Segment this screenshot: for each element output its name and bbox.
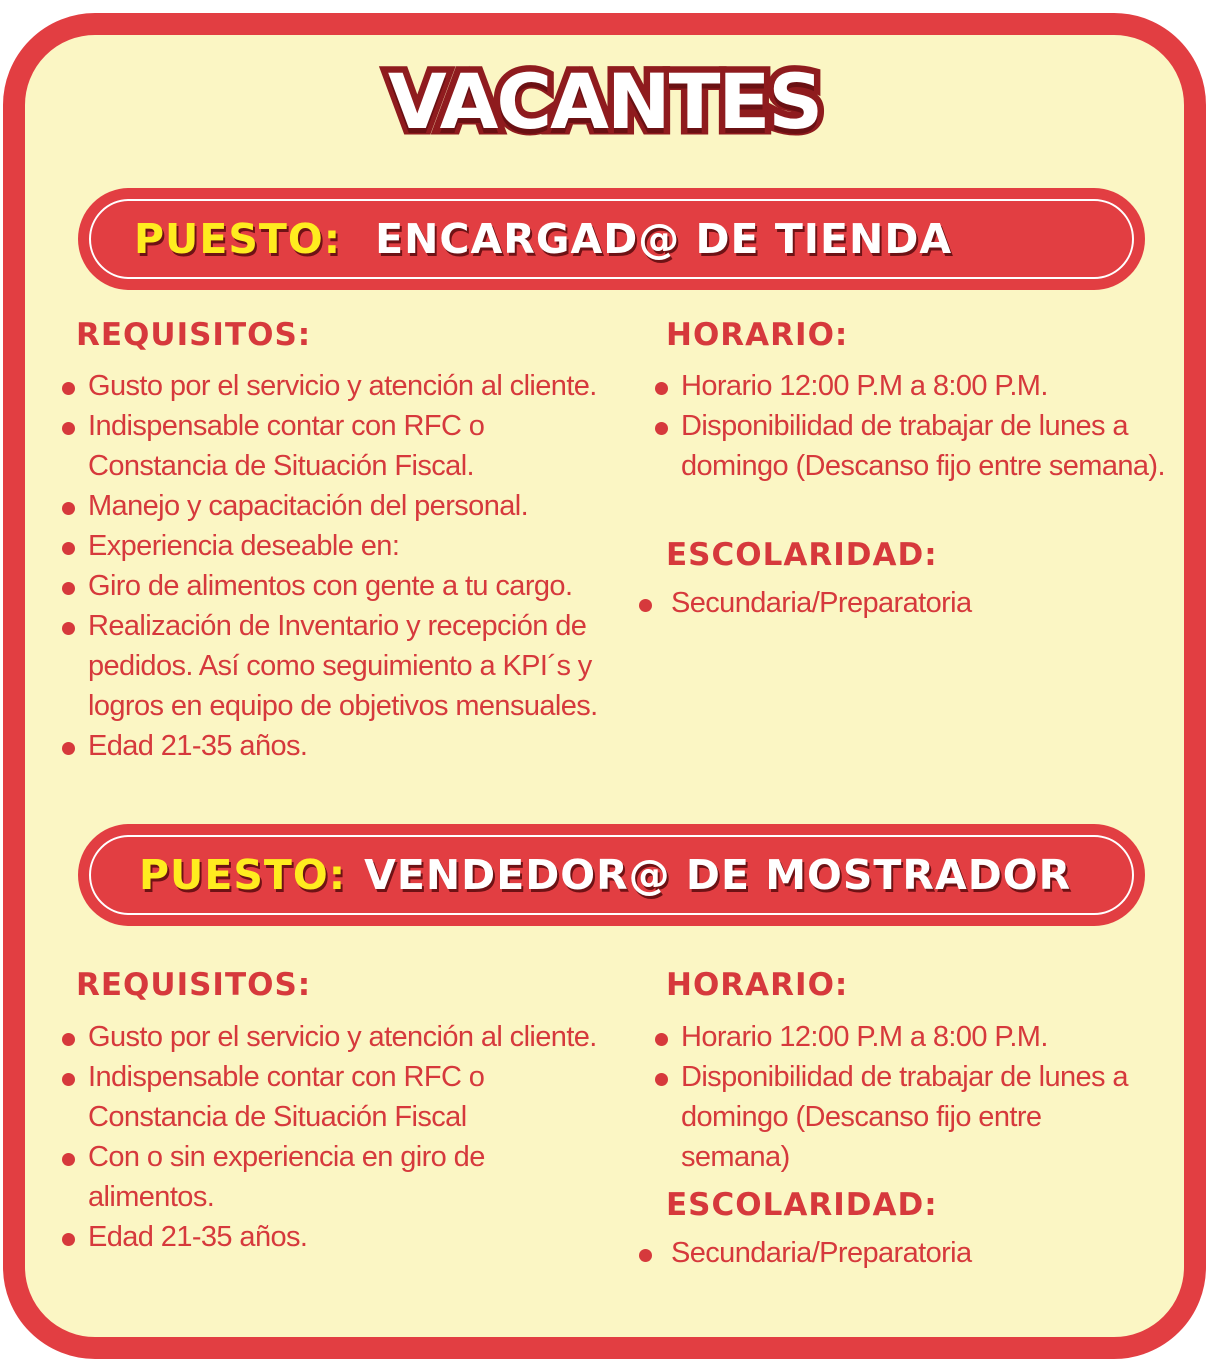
list-item: Edad 21-35 años. <box>62 1217 502 1257</box>
position-banner-1 <box>78 188 1145 290</box>
list-item: Manejo y capacitación del personal. <box>62 486 602 526</box>
list-item: Horario 12:00 P.M a 8:00 P.M. <box>655 366 1165 406</box>
list-item: Experiencia deseable en: <box>62 526 602 566</box>
escolaridad-list <box>639 583 1139 623</box>
requisitos-list <box>62 366 602 766</box>
horario-heading: HORARIO: <box>666 967 849 1003</box>
list-item: Indispensable contar con RFC o Constancia de Situación Fiscal <box>62 1057 502 1137</box>
position-label: PUESTO: <box>139 851 347 899</box>
requisitos-heading: REQUISITOS: <box>76 967 312 1003</box>
horario-list <box>655 366 1165 486</box>
list-item: Secundaria/Preparatoria <box>639 1233 1139 1273</box>
position-title: ENCARGAD@ DE TIENDA <box>375 215 953 263</box>
escolaridad-list <box>639 1233 1139 1273</box>
list-item: Realización de Inventario y recepción de pedidos. Así como seguimiento a KPI´s y logros en equipo de objetivos mensuales. <box>62 606 602 726</box>
list-item: Indispensable contar con RFC o Constancia de Situación Fiscal. <box>62 406 602 486</box>
list-item: Disponibilidad de trabajar de lunes a domingo (Descanso fijo entre semana). <box>655 406 1165 486</box>
position-label: PUESTO: <box>134 215 342 263</box>
list-item: Giro de alimentos con gente a tu cargo. <box>62 566 602 606</box>
list-item: Horario 12:00 P.M a 8:00 P.M. <box>655 1017 1155 1057</box>
escolaridad-heading: ESCOLARIDAD: <box>666 537 938 573</box>
list-item: Gusto por el servicio y atención al cliente. <box>62 366 602 406</box>
list-item: Disponibilidad de trabajar de lunes a domingo (Descanso fijo entre semana) <box>655 1057 1155 1177</box>
page-title: VACANTES <box>387 57 822 146</box>
list-item: Secundaria/Preparatoria <box>639 583 1139 623</box>
requisitos-list <box>62 1017 597 1257</box>
position-title: VENDEDOR@ DE MOSTRADOR <box>364 851 1072 899</box>
horario-heading: HORARIO: <box>666 317 849 353</box>
list-item: Edad 21-35 años. <box>62 726 602 766</box>
horario-list <box>655 1017 1155 1177</box>
list-item: Gusto por el servicio y atención al cliente. <box>62 1017 648 1057</box>
escolaridad-heading: ESCOLARIDAD: <box>666 1187 938 1223</box>
position-banner-2 <box>78 824 1145 926</box>
list-item: Con o sin experiencia en giro de alimentos. <box>62 1137 502 1217</box>
requisitos-heading: REQUISITOS: <box>76 317 312 353</box>
